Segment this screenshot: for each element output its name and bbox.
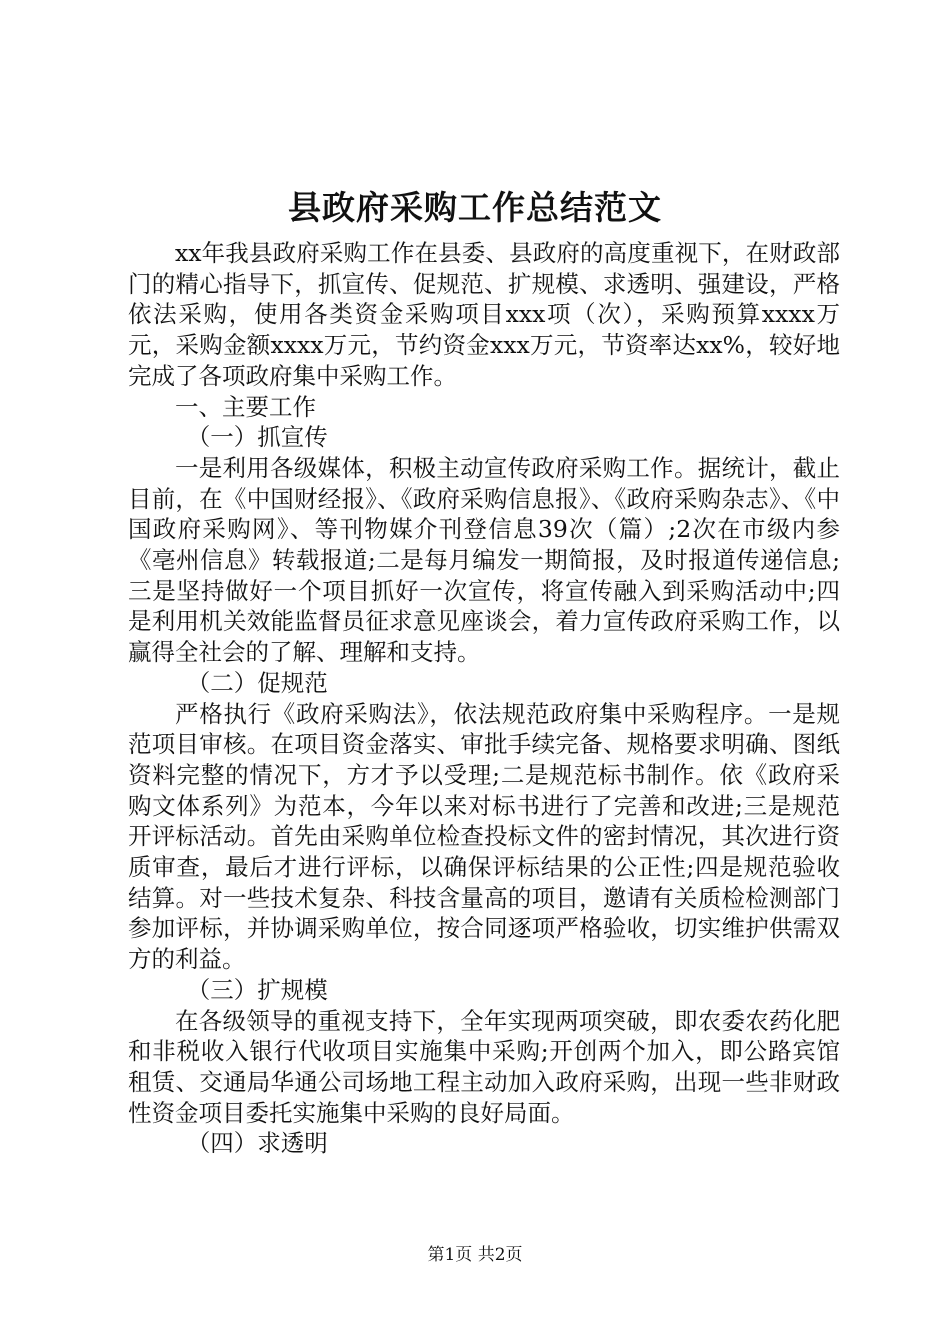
document-title: 县政府采购工作总结范文	[288, 188, 662, 227]
publicity-paragraph: 一是利用各级媒体，积极主动宣传政府采购工作。据统计，截止目前，在《中国财经报》、《政府采购信息报》、《政府采购杂志》、《中国政府采购网》、等刊物媒介刊登信息39次（篇）;2次在市级内参《亳州信息》转载报道;二是每月编发一期简报，及时报道传递信息;三是坚持做好一个项目抓好一次宣传，将宣传融入到采购活动中;四是利用机关效能监督员征求意见座谈会，着力宣传政府采购工作，以赢得全社会的了解、理解和支持。	[128, 453, 840, 667]
section-heading-main-work: 一、主要工作	[175, 392, 316, 421]
subsection-heading-transparency: （四）求透明	[186, 1129, 328, 1158]
intro-paragraph: xx年我县政府采购工作在县委、县政府的高度重视下，在财政部门的精心指导下，抓宣传、促规范、扩规模、求透明、强建设，严格依法采购，使用各类资金采购项目xxx项（次），采购预算xxxx万元，采购金额xxxx万元，节约资金xxx万元，节资率达xx%，较好地完成了各项政府集中采购工作。	[128, 239, 840, 390]
standardize-paragraph: 严格执行《政府采购法》，依法规范政府集中采购程序。一是规范项目审核。在项目资金落实、审批手续完备、规格要求明确、图纸资料完整的情况下，方才予以受理;二是规范标书制作。依《政府采购文体系列》为范本，今年以来对标书进行了完善和改进;三是规范开评标活动。首先由采购单位检查投标文件的密封情况，其次进行资质审查，最后才进行评标，以确保评标结果的公正性;四是规范验收结算。对一些技术复杂、科技含量高的项目，邀请有关质检检测部门参加评标，并协调采购单位，按合同逐项严格验收，切实维护供需双方的利益。	[128, 699, 840, 974]
subsection-heading-standardize: （二）促规范	[186, 668, 328, 697]
subsection-heading-publicity: （一）抓宣传	[186, 423, 328, 452]
expand-scale-paragraph: 在各级领导的重视支持下，全年实现两项突破，即农委农药化肥和非税收入银行代收项目实施集中采购;开创两个加入，即公路宾馆租赁、交通局华通公司场地工程主动加入政府采购，出现一些非财政性资金项目委托实施集中采购的良好局面。	[128, 1006, 840, 1127]
subsection-heading-expand-scale: （三）扩规模	[186, 975, 328, 1004]
page-number-footer: 第1页 共2页	[427, 1245, 523, 1265]
document-body	[128, 238, 840, 1159]
